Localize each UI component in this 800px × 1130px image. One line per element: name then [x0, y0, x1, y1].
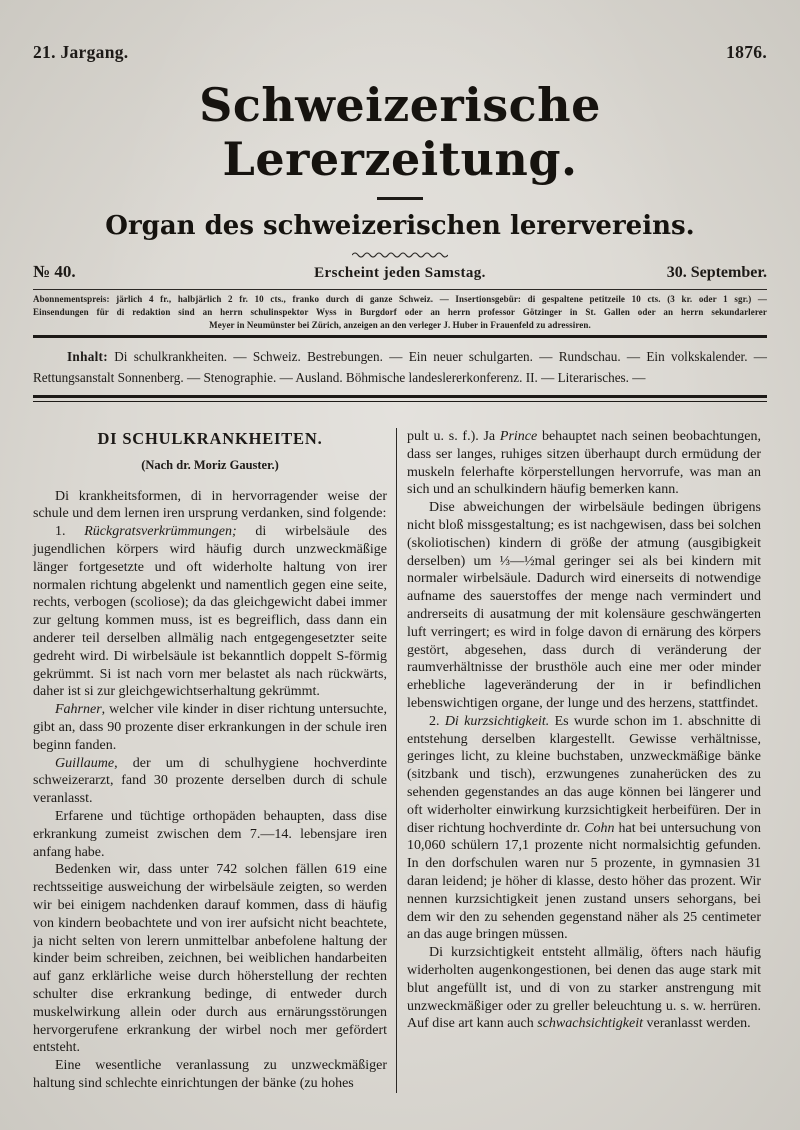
contents-line	[33, 347, 767, 388]
issue-date: 30. September.	[666, 264, 767, 281]
paragraph-text: Dise abweichungen der wirbelsäule bedingen übrigens nicht bloß missgestaltung; es ist nachgewisen, dass bei solchen (skoliotischen) kindern di größe der atmung (ausgibigkeit derselben) um ⅓—½mal geringer sei als bei kindern mit normaler wirbelsäule. Dadurch wird einerseits di notwendige aufname des sauerstoffes der menge nach vermindert und andrerseits di ausatmung der mit kolensäure geschwängerten luft verringert; es wird in folge davon di ernärung des körpers gestört, abgesehen, dass durch di veränderung der raumverhältnisse der brusthöle auch eine mer oder minder erhebliche lageveränderung der in ir befindlichen lebenswichtigen organe, der lunge und des herzens, stattfindet.	[407, 500, 761, 711]
paragraph-text: pult u. s. f.). Ja	[407, 429, 500, 445]
article-paragraph	[407, 713, 761, 944]
article-paragraph	[407, 944, 761, 1033]
article-paragraph	[407, 428, 761, 499]
paragraph-text: behauptet nach seinen beobachtungen, dass ser langes, ruhiges sitzen überhaupt durch ermüdung der muskeln felerhafte körperstellungen hervorrufe, was man an sich und an schulkindern häufig bemerken kann.	[407, 429, 762, 498]
article-paragraph	[407, 499, 761, 713]
imprint	[33, 293, 767, 332]
article-paragraph	[33, 523, 387, 701]
article-paragraph	[33, 808, 387, 861]
paragraph-text: Di kurzsichtigkeit entsteht allmälig, öfters nach häufig widerholten augenkongestionen, bei denen das auge stark mit blut angefüllt ist, und di von zu starker anstrengung mit unzweckmäßiger oder zu greller beleuchtung u. s. w. herrüren. Auf dise art kann auch	[407, 945, 761, 1032]
issue-row	[33, 262, 767, 282]
paragraph-text: veranlasst werden.	[643, 1016, 751, 1032]
thin-rule	[33, 289, 767, 290]
paragraph-text: 2.	[429, 713, 445, 729]
paragraph-text: , der um di schulhygiene hochverdinte schweizerarzt, fand 30 prozente derselben durch di schule veranlasst.	[33, 755, 387, 807]
article-byline: (Nach dr. Moriz Gauster.)	[141, 457, 279, 472]
paragraph-text: 1.	[55, 524, 85, 540]
newspaper-subtitle: Organ des schweizerischen lerervereins.	[105, 211, 695, 241]
year-label: 1876.	[726, 42, 767, 62]
issue-number: № 40.	[33, 262, 76, 281]
article-column-left	[33, 428, 396, 1093]
paragraph-text: hat bei untersuchung von 10,060 schülern 17,1 prozente nicht normalsichtig gefunden. In den dorfschulen waren nur 5 prozente, in gymnasien 31 daran leidend; je höher di klasse, desto höher das prozent. Wir nennen kurzsichtigkeit jenen zustand unsers sehorgans, bei dem wir den zu sehenden gegenstand näher als 25 centimeter an das auge bringen müssen.	[407, 820, 762, 943]
wavy-line-ornament	[352, 250, 448, 259]
paragraph-text: Di krankheitsformen, di in hervorragender weise der schule und dem lernen iren ursprung verdanken, sind folgende:	[33, 488, 387, 522]
title-rule	[377, 197, 423, 200]
article-paragraph	[33, 861, 387, 1057]
imprint-line: Einsendungen für di redaktion sind an herrn schulinspektor Wyss in Burgdorf oder an herrn professor Götzinger in St. Gallen oder an herrn sekundarlerer	[33, 307, 767, 318]
article-paragraph	[33, 1057, 387, 1093]
emphasized-text: schwachsichtigkeit	[537, 1016, 643, 1032]
article	[33, 428, 767, 1093]
paragraph-text: , welcher vile kinder in diser richtung untersuchte, gibt an, dass 90 prozente diser erkrankungen in der schule iren beginn fanden.	[33, 702, 387, 753]
double-rule	[33, 395, 767, 402]
publication-schedule: Erscheint jeden Samstag.	[314, 265, 486, 281]
imprint-line: Meyer in Neumünster bei Zürich, anzeigen an den verleger J. Huber in Frauenfeld zu adressiren.	[209, 320, 591, 331]
emphasized-text: Rückgratsverkrümmungen;	[84, 524, 237, 540]
emphasized-text: Fahrner	[55, 702, 102, 718]
article-paragraph	[33, 701, 387, 754]
paragraph-text: Eine wesentliche veranlassung zu unzweckmäßiger haltung sind schlechte einrichtungen der bänke (zu hohes	[33, 1058, 387, 1091]
emphasized-text: Cohn	[584, 820, 615, 836]
masthead-top-row	[33, 0, 767, 63]
article-heading: DI SCHULKRANKHEITEN.	[97, 429, 323, 449]
article-paragraph	[33, 755, 387, 808]
article-paragraph	[33, 488, 387, 524]
paragraph-text: Es wurde schon im 1. abschnitte di entstehung derselben klargestellt. Gewisse verhältnisse, geringes licht, zu kleine buchstaben, unzweckmäßige bänke (sitzbank und tisch), erzwungenes zunaherücken des zu sehenden gegenstandes an das auge können bei längerer und oft widerholter einwirkung kurzsichtigkeit herbeifüren. Der in diser richtung hochverdinte dr.	[407, 713, 762, 836]
thick-rule	[33, 335, 767, 338]
emphasized-text: Prince	[499, 429, 538, 445]
emphasized-text: Guillaume	[55, 755, 115, 771]
paragraph-text: di wirbelsäule des jugendlichen körpers wird häufig durch unzweckmäßige länger fortgesetzte und oft widerholte haltung von irer normalen richtung abgelenkt und namentlich gegen eine seite, rechts, verbogen (scoliose); da das gleichgewicht dabei immer zur geltung kommen muss, ist es begreiflich, dass dann ein anderer teil derselben allmälig nach entgegengesetzter seite gedreht wird. Di wirbelsäule ist bekanntlich doppelt S-förmig gekrümmt. Si ist nach vorn mer belastet als nach rückwärts, daher ist si zur gleichgewichtserhaltung gekrümmt.	[33, 524, 387, 700]
paragraph-text: Erfarene und tüchtige orthopäden behaupten, dass dise erkrankung zumeist zwischen dem 7.—14. lebensjare iren anfang habe.	[33, 808, 387, 860]
imprint-line: Abonnementspreis: järlich 4 fr., halbjärlich 2 fr. 10 cts., franko durch di ganze Schweiz. — Insertionsgebür: di gespaltene petitzeile 10 cts. (3 kr. oder 1 sgr.) —	[33, 294, 767, 304]
paragraph-text: Bedenken wir, dass unter 742 solchen fällen 619 eine rechtsseitige ausweichung der wirbelsäule zeigten, so werden wir bei einigem nachdenken darauf kommen, dass di häufig von kindern beobachtete und von irer aufsicht nicht beachtete, ja nicht selten von lerern unmittelbar anbefolene haltung der kinder beim schreiben, zeichnen, bei weiblichen handarbeiten auf ganz erklärliche weise durch höherstellung der rechten schulter dise erkrankung bedinge, di entweder durch muskelwirkung allein oder durch aus ernärungsstörungen hervorgerufene erkrankung der wirbel noch mer gefördert entsteht.	[33, 862, 387, 1056]
contents-label: Inhalt:	[67, 349, 108, 365]
volume-label: 21. Jargang.	[33, 42, 129, 62]
emphasized-text: Di kurzsichtigkeit.	[444, 713, 550, 729]
newspaper-title: Schweizerische Lererzeitung.	[199, 78, 601, 186]
article-column-right	[397, 428, 761, 1093]
contents-text: Di schulkrankheiten. — Schweiz. Bestrebungen. — Ein neuer schulgarten. — Rundschau. — Ein volkskalender. — Rettungsanstalt Sonnenberg. — Stenographie. — Ausland. Böhmische landeslererkonferenz. II. — Literarisches. —	[33, 349, 767, 385]
